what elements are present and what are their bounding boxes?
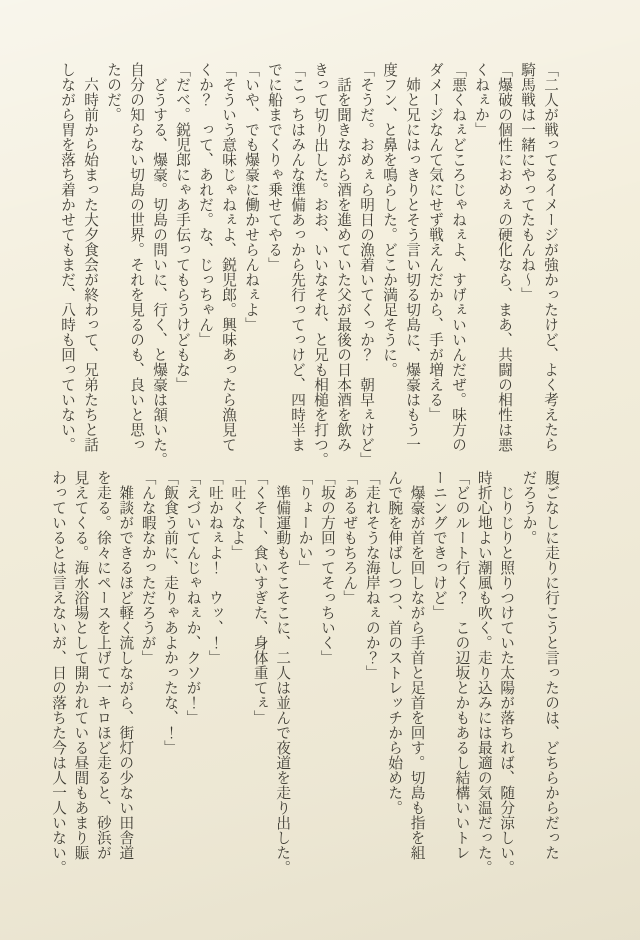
text-line: だろうか。 [520,470,538,545]
text-line: 「吐くなよ」 [229,470,247,560]
text-line: 「りょーかい」 [296,470,314,575]
text-line: 「坂の方回ってそっちいく」 [318,470,336,665]
text-line: 見えてくる。海水浴場として開かれている昼間もあまり賑 [72,470,90,860]
text-line: 騎馬戦は一緒にやってたもんね〜」 [519,62,536,302]
text-block-top [56,62,562,467]
text-line: 六時前から始まった大夕食会が終わって、兄弟たちと話 [82,62,99,452]
text-line: きって切り出した。おお、いいなそれ、と兄も相槌を打つ。 [312,62,329,467]
text-line: 「だべ。鋭児郎にゃあ手伝ってもらうけどもな」 [174,62,191,392]
text-line: わっているとは言えないが、日の落ちた今は人一人いない。 [50,470,68,875]
text-line: 「そういう意味じゃねぇよ、鋭児郎。興味あったら漁見て [220,62,237,452]
text-line: 話を聞きながら酒を進めていた父が最後の日本酒を飲み [335,62,352,452]
text-line: んで腕を伸ばしつつ、首のストレッチから始めた。 [386,470,404,815]
text-line: 「えづいてんじゃねぇか、クソが！」 [184,470,202,725]
text-line: 姉と兄にはっきりとそう言い切る切島に、爆豪はもう一 [404,62,421,452]
text-line: 「あるぜもちろん」 [341,470,359,605]
text-line: どうする、爆豪。切島の問いに、行く、と爆豪は頷いた。 [151,62,168,467]
text-line: くか？ って、あれだ。な、じっちゃん」 [197,62,214,347]
text-line: 自分の知らない切島の世界。それを見るのも、良いと思っ [128,62,145,452]
text-line: 「そうだ。おめぇら明日の漁着いてくっか？ 朝早ぇけど」 [358,62,375,467]
text-line: 「くそー、食いすぎた、身体重てぇ」 [251,470,269,725]
text-line: 準備運動もそこそこに、二人は並んで夜道を走り出した。 [274,470,292,875]
text-line: でに船までくりゃ乗せてやる」 [266,62,283,272]
text-line: 「んな暇なかっただろうが」 [139,470,157,665]
text-line: 「二人が戦ってるイメージが強かったけど、よく考えたら [542,62,559,452]
text-line: ダメージなんて気にせず戦えんだから、手が増える」 [427,62,444,422]
text-line: じりじりと照りつけていた太陽が落ちれば、随分涼しい。 [498,470,516,875]
text-line: 「どのルート行く？ この辺坂とかもあるし結構いいトレ [453,470,471,860]
text-line: くねぇか」 [473,62,490,137]
text-line: 時折心地よい潮風も吹く。走り込みには最適の気温だった。 [475,470,493,875]
text-line: を走る。徐々にペースを上げて一キロほど走ると、砂浜が [94,470,112,860]
text-line: 「飯食う前に、走りゃあよかったな、！」 [162,470,180,755]
text-line: 腹ごなしに走りに行こうと言ったのは、どちらからだった [543,470,560,860]
text-line: 雑談ができるほど軽く流しながら、街灯の少ない田舎道 [117,470,135,860]
text-line: 爆豪が首を回しながら手首と足首を回す。切島も指を組 [408,470,426,860]
text-line: ーニングできっけど」 [430,470,448,620]
text-line: 度フン、と鼻を鳴らした。どこか満足そうに。 [381,62,398,377]
text-line: たのだ。 [105,62,122,122]
text-line: 「走れそうな海岸ねぇのか？」 [363,470,381,680]
text-line: しながら胃を落ち着かせてもまだ、八時も回っていない。 [59,62,76,452]
text-line: 「悪くねぇどころじゃねぇよ、すげぇいいんだぜ。味方の [450,62,467,452]
text-line: 「爆破の個性におめぇの硬化なら、まあ、共闘の相性は悪 [496,62,513,452]
text-line: 「こっちはみんな準備あっから先行ってっけど、四時半ま [289,62,306,452]
text-line: 「いや、でも爆豪に働かせらんねぇよ」 [243,62,260,332]
text-block-bottom [47,470,562,875]
text-line: 「吐かねぇよ！ ウッ、！」 [206,470,224,665]
